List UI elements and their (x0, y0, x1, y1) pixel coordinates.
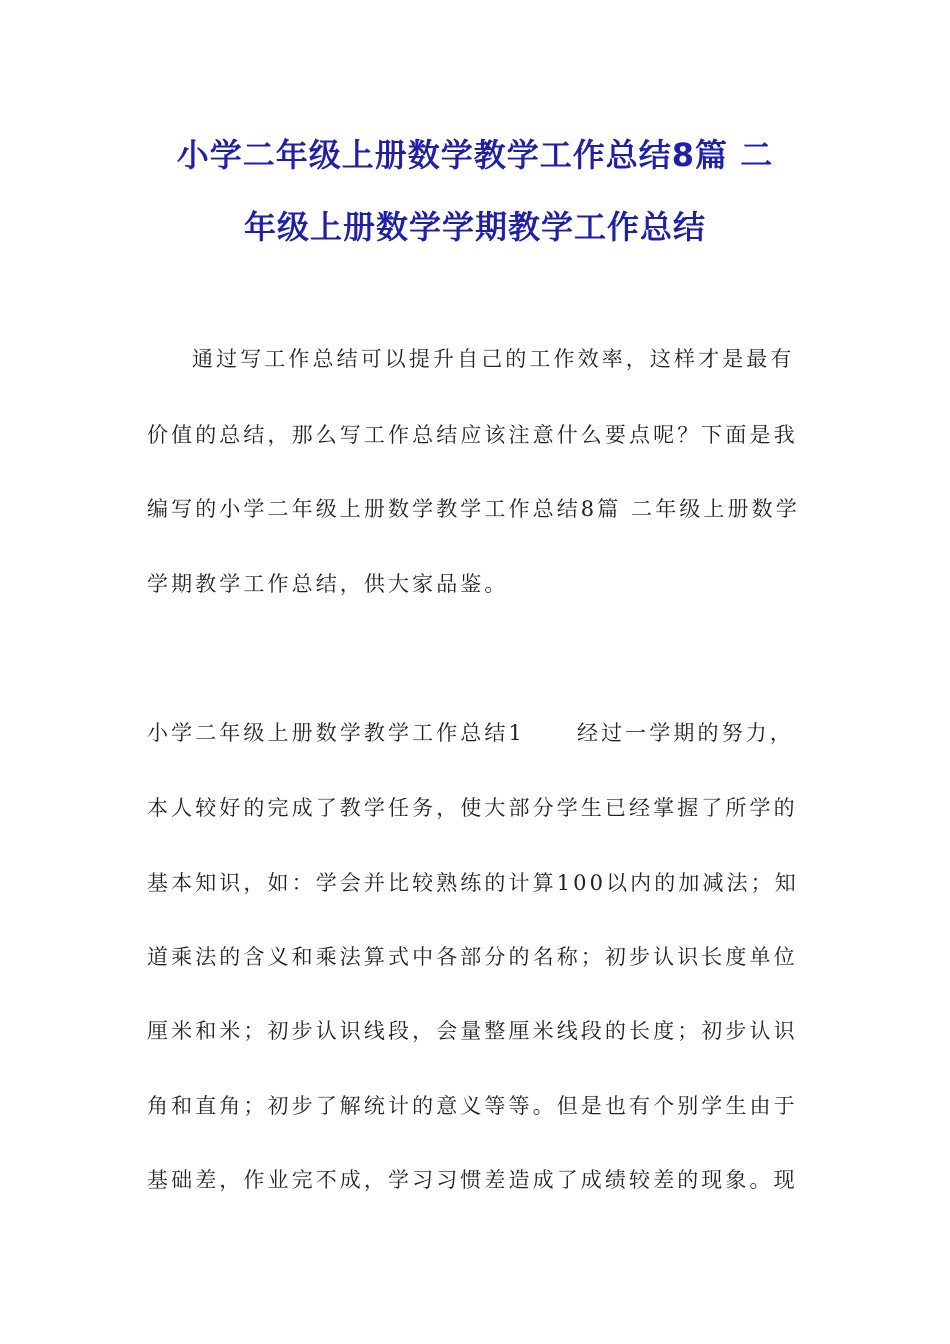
intro-line-4: 学期教学工作总结，供大家品鉴。 (147, 572, 509, 596)
section-1-line-7: 基础差，作业完不成，学习习惯差造成了成绩较差的现象。现 (147, 1168, 798, 1192)
intro-line-3: 编写的小学二年级上册数学教学工作总结8篇 二年级上册数学 (147, 497, 800, 521)
section-1-line-3: 基本知识，如：学会并比较熟练的计算100以内的加减法；知 (147, 871, 799, 895)
intro-line-1: 通过写工作总结可以提升自己的工作效率，这样才是最有 (192, 347, 795, 371)
section-1-line-5: 厘米和米；初步认识线段，会量整厘米线段的长度；初步认识 (147, 1019, 798, 1043)
document-title-line-2: 年级上册数学学期教学工作总结 (243, 208, 706, 246)
section-1-first-line (147, 718, 807, 748)
document-title-line-1: 小学二年级上册数学教学工作总结8篇 二 (176, 136, 774, 174)
section-1-line-6: 角和直角；初步了解统计的意义等等。但是也有个别学生由于 (147, 1094, 798, 1118)
section-1-first-line-text: 经过一学期的努力， (576, 721, 794, 745)
section-1-heading: 小学二年级上册数学教学工作总结1 (147, 721, 525, 745)
section-1-line-2: 本人较好的完成了教学任务，使大部分学生已经掌握了所学的 (147, 796, 798, 820)
intro-line-2: 价值的总结，那么写工作总结应该注意什么要点呢？下面是我 (147, 423, 798, 447)
section-1-line-4: 道乘法的含义和乘法算式中各部分的名称；初步认识长度单位 (147, 945, 798, 969)
